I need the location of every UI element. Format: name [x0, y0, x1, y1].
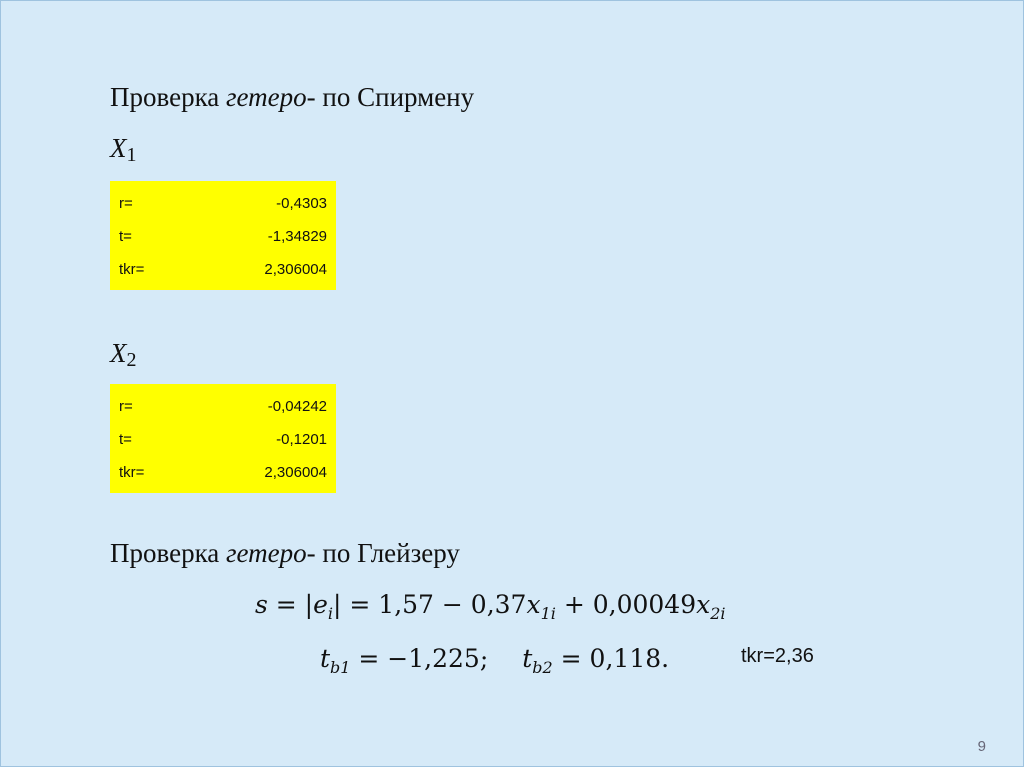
page-number: 9: [977, 738, 986, 755]
x2-label: $X_2$: [110, 338, 137, 371]
x1-stats-table: [110, 181, 336, 290]
x2-tkr-row: tkr= 2,306004: [119, 464, 327, 481]
tkr-critical-value: tkr=2,36: [741, 645, 814, 667]
x2-stats-table: [110, 384, 336, 493]
x2-t-row: t= -0,1201: [119, 431, 327, 448]
t-statistics-formula: $t_{b1} = -1,225$; $t_{b2} = 0,118$.: [320, 644, 670, 677]
x1-tkr-row: tkr= 2,306004: [119, 261, 327, 278]
regression-formula: $s = |e_i| = 1,57 - 0,37x_{1i} + 0,00049x_{2i}$: [255, 590, 726, 623]
x1-r-row: r= -0,4303: [119, 195, 327, 212]
x2-r-row: r= -0,04242: [119, 398, 327, 415]
x1-t-row: t= -1,34829: [119, 228, 327, 245]
spearman-heading: Проверка гетеро- по Спирмену: [110, 82, 475, 112]
x1-label: $X_1$: [110, 133, 137, 166]
glejser-heading: Проверка гетеро- по Глейзеру: [110, 538, 460, 568]
